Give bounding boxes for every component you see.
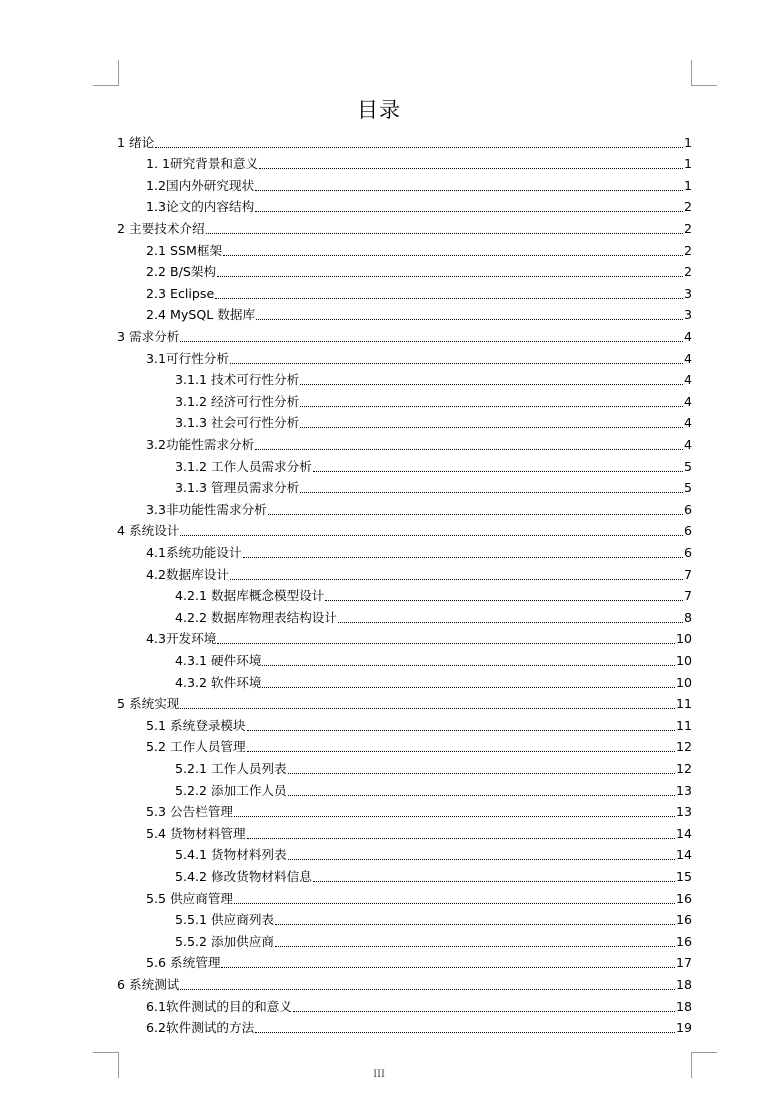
toc-dot-leader [215, 298, 683, 299]
toc-dot-leader [288, 859, 675, 860]
toc-entry-page-number: 4 [683, 393, 692, 409]
toc-entry[interactable] [146, 799, 692, 821]
toc-dot-leader [300, 427, 683, 428]
toc-entry-title: 5.4 货物材料管理 [146, 825, 246, 841]
toc-entry[interactable] [146, 496, 692, 518]
toc-entry-title: 3.1.2 经济可行性分析 [175, 393, 300, 409]
page-title: 目录 [357, 98, 401, 122]
toc-dot-leader [313, 471, 683, 472]
toc-entry-title: 1. 1研究背景和意义 [146, 156, 259, 172]
toc-entry-title: 5.5.2 添加供应商 [175, 933, 275, 949]
toc-dot-leader [259, 168, 683, 169]
toc-dot-leader [247, 730, 675, 731]
toc-entry-title: 1.2国内外研究现状 [146, 177, 255, 193]
toc-entry-title: 3.2功能性需求分析 [146, 436, 255, 452]
toc-dot-leader [247, 751, 675, 752]
toc-entry[interactable] [175, 475, 692, 497]
toc-entry[interactable] [146, 280, 692, 302]
toc-entry-page-number: 10 [675, 652, 692, 668]
toc-dot-leader [180, 989, 675, 990]
toc-dot-leader [288, 773, 675, 774]
toc-entry[interactable] [175, 604, 692, 626]
toc-entry-title: 4 系统设计 [117, 523, 180, 539]
toc-entry[interactable] [175, 907, 692, 929]
toc-dot-leader [268, 514, 683, 515]
toc-entry-title: 5.1 系统登录模块 [146, 717, 246, 733]
toc-dot-leader [247, 838, 675, 839]
toc-entry-title: 5.3 公告栏管理 [146, 804, 234, 820]
toc-entry-page-number: 16 [675, 890, 692, 906]
toc-entry-page-number: 11 [675, 717, 692, 733]
toc-entry-title: 5.4.1 货物材料列表 [175, 847, 287, 863]
toc-entry[interactable] [117, 323, 692, 345]
toc-entry[interactable] [146, 950, 692, 972]
toc-dot-leader [217, 643, 675, 644]
toc-entry-page-number: 5 [683, 458, 692, 474]
toc-entry[interactable] [117, 971, 692, 993]
toc-entry[interactable] [146, 1015, 692, 1037]
toc-entry-title: 5.5.1 供应商列表 [175, 912, 275, 928]
toc-dot-leader [255, 211, 683, 212]
toc-dot-leader [243, 557, 683, 558]
toc-dot-leader [234, 816, 675, 817]
toc-entry[interactable] [117, 518, 692, 540]
toc-entry[interactable] [175, 755, 692, 777]
toc-dot-leader [230, 579, 683, 580]
toc-entry-page-number: 19 [675, 1020, 692, 1036]
toc-dot-leader [234, 903, 675, 904]
toc-dot-leader [300, 384, 683, 385]
toc-entry-title: 3.1.3 管理员需求分析 [175, 480, 300, 496]
toc-entry[interactable] [175, 777, 692, 799]
toc-entry[interactable] [175, 842, 692, 864]
toc-entry[interactable] [146, 345, 692, 367]
toc-dot-leader [206, 233, 683, 234]
toc-entry-title: 1.3论文的内容结构 [146, 199, 255, 215]
toc-entry-page-number: 4 [683, 415, 692, 431]
toc-entry[interactable] [146, 431, 692, 453]
toc-entry[interactable] [146, 151, 692, 173]
toc-dot-leader [255, 1032, 675, 1033]
toc-dot-leader [217, 276, 683, 277]
toc-dot-leader [262, 687, 675, 688]
toc-entry[interactable] [146, 539, 692, 561]
toc-entry[interactable] [146, 885, 692, 907]
toc-entry-title: 5.5 供应商管理 [146, 890, 234, 906]
toc-entry-title: 2 主要技术介绍 [117, 220, 205, 236]
toc-entry[interactable] [117, 215, 692, 237]
toc-entry[interactable] [146, 712, 692, 734]
toc-entry-title: 1 绪论 [117, 134, 155, 150]
toc-dot-leader [300, 406, 683, 407]
toc-entry-page-number: 7 [683, 566, 692, 582]
toc-entry-page-number: 2 [683, 242, 692, 258]
toc-entry-page-number: 13 [675, 782, 692, 798]
toc-entry[interactable] [146, 172, 692, 194]
toc-entry-page-number: 18 [675, 976, 692, 992]
toc-entry-page-number: 17 [675, 955, 692, 971]
toc-entry-title: 4.3.1 硬件环境 [175, 652, 262, 668]
toc-entry-page-number: 8 [683, 609, 692, 625]
toc-entry-title: 5.4.2 修改货物材料信息 [175, 868, 312, 884]
toc-entry-page-number: 16 [675, 912, 692, 928]
toc-entry-title: 6.2软件测试的方法 [146, 1020, 255, 1036]
toc-entry[interactable] [175, 928, 692, 950]
toc-entry[interactable] [175, 647, 692, 669]
toc-entry[interactable] [146, 259, 692, 281]
toc-dot-leader [223, 255, 683, 256]
toc-entry-page-number: 6 [683, 544, 692, 560]
toc-entry-page-number: 14 [675, 847, 692, 863]
toc-entry-page-number: 5 [683, 480, 692, 496]
toc-entry-page-number: 2 [683, 220, 692, 236]
page-number-footer: III [373, 1069, 385, 1080]
toc-dot-leader [300, 492, 683, 493]
toc-dot-leader [275, 924, 675, 925]
toc-entry-title: 4.2数据库设计 [146, 566, 229, 582]
toc-entry-page-number: 3 [683, 285, 692, 301]
toc-entry-title: 3.3非功能性需求分析 [146, 501, 267, 517]
toc-entry[interactable] [175, 388, 692, 410]
toc-entry[interactable] [175, 453, 692, 475]
toc-entry-title: 4.3开发环境 [146, 631, 217, 647]
toc-entry-page-number: 6 [683, 523, 692, 539]
toc-entry-page-number: 12 [675, 760, 692, 776]
toc-entry-page-number: 2 [683, 199, 692, 215]
toc-entry[interactable] [146, 993, 692, 1015]
toc-entry-title: 2.2 B/S架构 [146, 264, 217, 280]
toc-dot-leader [325, 600, 683, 601]
toc-entry-title: 3.1可行性分析 [146, 350, 229, 366]
toc-entry-page-number: 2 [683, 264, 692, 280]
toc-entry-title: 4.1系统功能设计 [146, 544, 242, 560]
toc-entry-title: 4.3.2 软件环境 [175, 674, 262, 690]
toc-dot-leader [230, 363, 683, 364]
toc-entry[interactable] [175, 367, 692, 389]
toc-entry[interactable] [175, 410, 692, 432]
toc-entry-page-number: 12 [675, 739, 692, 755]
toc-entry[interactable] [175, 669, 692, 691]
toc-dot-leader [221, 967, 675, 968]
toc-entry-page-number: 4 [683, 436, 692, 452]
toc-entry-page-number: 1 [683, 177, 692, 193]
toc-entry[interactable] [117, 129, 692, 151]
toc-entry-title: 2.1 SSM框架 [146, 242, 223, 258]
toc-entry[interactable] [146, 626, 692, 648]
toc-entry[interactable] [175, 583, 692, 605]
toc-entry-page-number: 15 [675, 868, 692, 884]
toc-dot-leader [338, 622, 683, 623]
toc-entry[interactable] [175, 863, 692, 885]
toc-entry[interactable] [146, 820, 692, 842]
toc-entry-title: 5.2 工作人员管理 [146, 739, 246, 755]
toc-entry-page-number: 4 [683, 328, 692, 344]
toc-entry-page-number: 16 [675, 933, 692, 949]
toc-entry-title: 3.1.1 技术可行性分析 [175, 372, 300, 388]
toc-entry-page-number: 10 [675, 631, 692, 647]
toc-entry-title: 5.6 系统管理 [146, 955, 221, 971]
toc-dot-leader [180, 535, 683, 536]
toc-entry-page-number: 1 [683, 134, 692, 150]
toc-entry-title: 3 需求分析 [117, 328, 180, 344]
toc-entry-title: 4.2.1 数据库概念模型设计 [175, 588, 325, 604]
toc-entry[interactable] [146, 734, 692, 756]
toc-entry-title: 4.2.2 数据库物理表结构设计 [175, 609, 337, 625]
toc-entry-title: 5.2.2 添加工作人员 [175, 782, 287, 798]
toc-entry[interactable] [146, 237, 692, 259]
toc-entry-title: 2.3 Eclipse [146, 285, 215, 301]
toc-entry-page-number: 14 [675, 825, 692, 841]
toc-dot-leader [293, 1011, 675, 1012]
toc-dot-leader [288, 795, 675, 796]
toc-entry-title: 3.1.2 工作人员需求分析 [175, 458, 312, 474]
toc-entry-title: 3.1.3 社会可行性分析 [175, 415, 300, 431]
toc-entry-title: 5 系统实现 [117, 696, 180, 712]
toc-entry-title: 2.4 MySQL 数据库 [146, 307, 256, 323]
toc-entry-page-number: 10 [675, 674, 692, 690]
toc-entry[interactable] [146, 302, 692, 324]
toc-entry-page-number: 1 [683, 156, 692, 172]
toc-dot-leader [275, 946, 675, 947]
toc-entry-page-number: 4 [683, 350, 692, 366]
toc-dot-leader [255, 190, 683, 191]
toc-entry-page-number: 13 [675, 804, 692, 820]
toc-entry-page-number: 18 [675, 998, 692, 1014]
toc-entry[interactable] [146, 561, 692, 583]
toc-entry-page-number: 3 [683, 307, 692, 323]
toc-entry-title: 5.2.1 工作人员列表 [175, 760, 287, 776]
toc-dot-leader [155, 147, 683, 148]
toc-dot-leader [180, 341, 683, 342]
toc-entry-title: 6 系统测试 [117, 976, 180, 992]
toc-entry[interactable] [146, 194, 692, 216]
toc-entry-title: 6.1软件测试的目的和意义 [146, 998, 292, 1014]
toc-dot-leader [255, 449, 683, 450]
toc-entry[interactable] [117, 691, 692, 713]
toc-entry-page-number: 7 [683, 588, 692, 604]
toc-entry-page-number: 11 [675, 696, 692, 712]
toc-dot-leader [180, 708, 675, 709]
toc-dot-leader [256, 319, 683, 320]
toc-entry-page-number: 6 [683, 501, 692, 517]
toc-dot-leader [262, 665, 675, 666]
toc-entry-page-number: 4 [683, 372, 692, 388]
toc-dot-leader [313, 881, 675, 882]
